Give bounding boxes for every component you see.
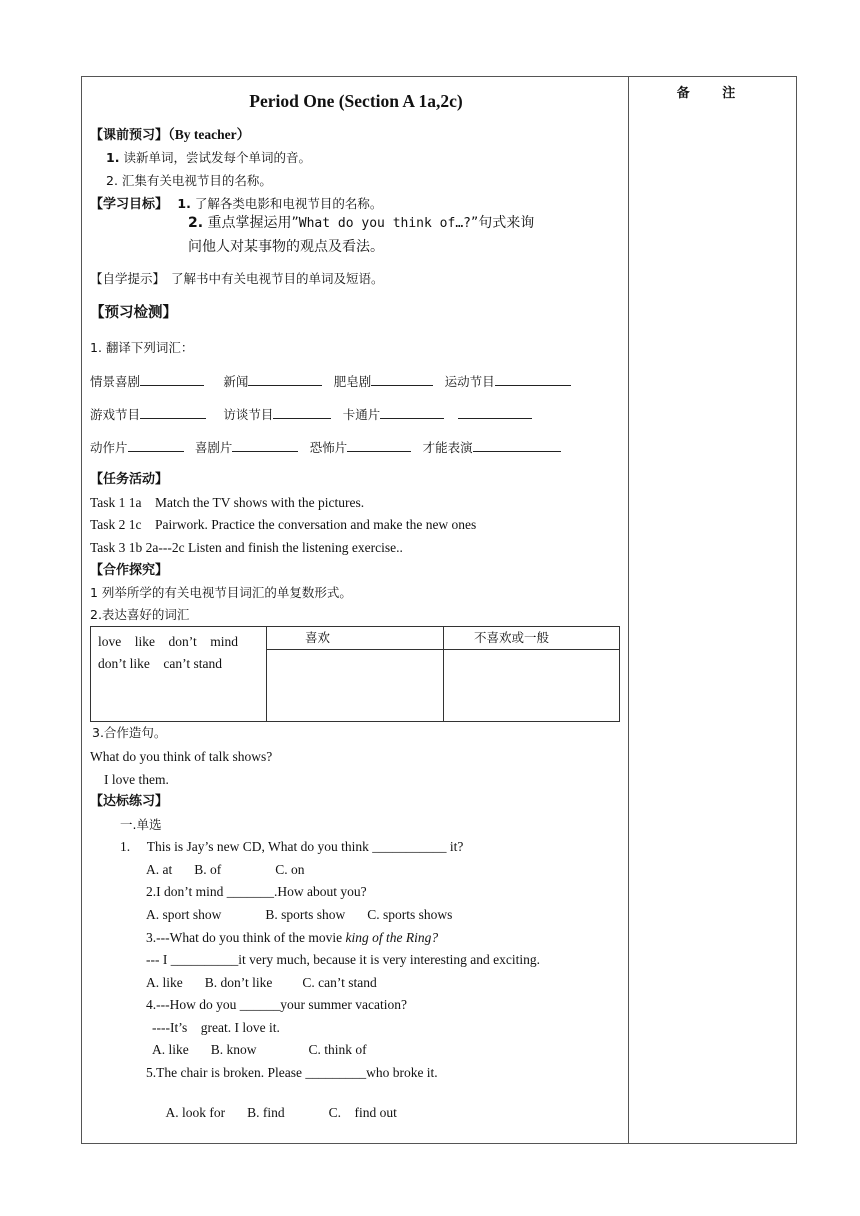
vocab-item: 访谈节目 (223, 405, 331, 423)
movie-title: king of the Ring? (345, 930, 439, 945)
practice-heading: 【达标练习】 (90, 794, 169, 809)
explore-q2: 2.表达喜好的词汇 (90, 607, 190, 622)
remarks-header: 备 注 (676, 86, 750, 101)
question-5-options: A. look for B. find C. find out (165, 1105, 397, 1120)
goals-line-1: 【学习目标】 1. 了解各类电影和电视节目的名称。 (90, 196, 383, 212)
task-line-2: Task 2 1c Pairwork. Practice the conversation and make the new ones (90, 517, 477, 532)
example-answer: I love them. (104, 772, 169, 787)
question-1: 1. This is Jay’s new CD, What do you think ___________ it? (120, 839, 464, 854)
preview-item-2: 2. 汇集有关电视节目的名称。 (106, 173, 272, 188)
page-title: Period One (Section A 1a,2c) (249, 91, 463, 111)
vocab-item (458, 406, 532, 422)
preview-heading: 【课前预习】 (90, 128, 169, 143)
goals-item-2-cont: 问他人对某事物的观点及看法。 (188, 239, 384, 255)
vocab-item: 肥皂剧 (334, 372, 434, 390)
vocab-item: 动作片 (90, 438, 184, 456)
preference-words-2: don’t like can’t stand (98, 656, 222, 671)
check-q1: 1. 翻译下列词汇： (90, 340, 194, 355)
question-3-options: A. like B. don’t like C. can’t stand (146, 975, 377, 990)
vocab-item: 才能表演 (423, 438, 561, 456)
like-column-header: 喜欢 (267, 627, 443, 650)
goals-item-2: 2. 重点掌握运用”What do you think of…?”句式来询 (188, 215, 535, 231)
vocab-row-1 (90, 372, 571, 390)
vocab-item: 喜剧片 (195, 438, 299, 456)
vocab-item: 运动节目 (445, 372, 571, 390)
check-heading: 【预习检测】 (90, 305, 177, 321)
question-3: 3.---What do you think of the movie king of the Ring? (146, 930, 439, 945)
question-4-response: ----It’s great. I love it. (152, 1020, 280, 1035)
vocab-item: 游戏节目 (90, 405, 206, 423)
preview-heading-line (90, 126, 250, 145)
question-2: 2.I don’t mind _______.How about you? (146, 884, 367, 899)
vocab-item: 恐怖片 (310, 438, 412, 456)
task-line-3: Task 3 1b 2a---2c Listen and finish the listening exercise.. (90, 540, 403, 555)
preview-by: （By teacher） (168, 127, 251, 142)
explore-q1: 1 列举所学的有关电视节目词汇的单复数形式。 (90, 585, 352, 600)
vocab-item: 新闻 (223, 372, 322, 390)
column-divider (628, 77, 629, 1143)
preference-words-cell (91, 627, 267, 721)
vocab-row-2 (90, 405, 532, 423)
question-4: 4.---How do you ______your summer vacation? (146, 997, 407, 1012)
dislike-column-header: 不喜欢或一般 (444, 627, 619, 650)
like-column (267, 627, 444, 721)
example-question: What do you think of talk shows? (90, 749, 273, 764)
question-5: 5.The chair is broken. Please _________who broke it. (146, 1065, 438, 1080)
question-2-options: A. sport show B. sports show C. sports shows (146, 907, 453, 922)
practice-section: 一.单选 (120, 817, 162, 832)
vocab-row-3 (90, 438, 561, 456)
hint-line: 【自学提示】 了解书中有关电视节目的单词及短语。 (90, 271, 384, 286)
explore-heading: 【合作探究】 (90, 563, 169, 578)
vocab-item: 卡通片 (343, 405, 445, 423)
question-3-response: --- I __________it very much, because it is very interesting and exciting. (146, 952, 541, 967)
vocab-item: 情景喜剧 (90, 372, 204, 390)
preference-words-1: love like don’t mind (98, 634, 238, 649)
goals-heading: 【学习目标】 (90, 197, 169, 212)
preview-item-1: 1. 读新单词，尝试发每个单词的音。 (106, 150, 311, 165)
question-4-options: A. like B. know C. think of (152, 1042, 367, 1057)
explore-q3: 3.合作造句。 (92, 725, 167, 740)
hint-heading: 【自学提示】 (90, 271, 166, 286)
dislike-column (444, 627, 619, 721)
task-line-1: Task 1 1a Match the TV shows with the pictures. (90, 495, 365, 510)
tasks-heading: 【任务活动】 (90, 472, 169, 487)
preference-table (90, 626, 620, 722)
question-1-options: A. at B. of C. on (146, 862, 305, 877)
worksheet-table (81, 76, 797, 1144)
